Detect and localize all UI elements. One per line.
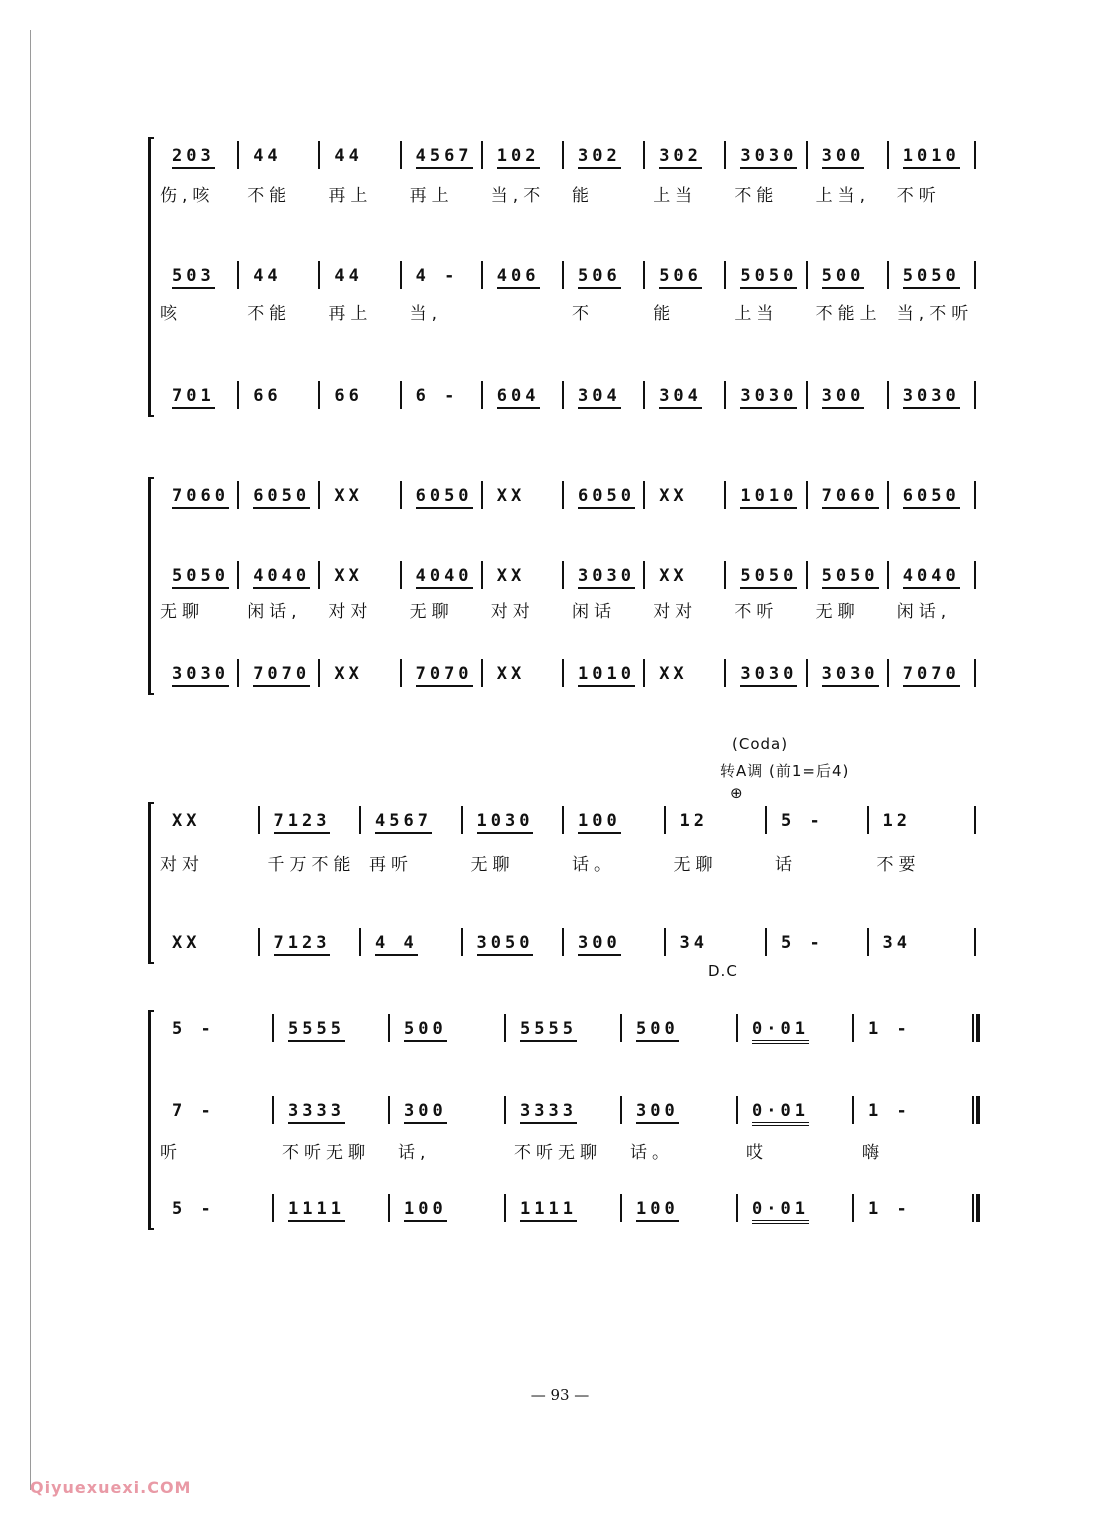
measure-notes: 102: [497, 145, 540, 169]
staff-row: [0, 565, 1110, 591]
barline: [887, 659, 889, 687]
lyric-syllable: 咳: [160, 304, 182, 324]
measure-notes: 1 -: [868, 1199, 911, 1219]
barline: [481, 659, 483, 687]
measure-notes: 3030: [740, 145, 797, 169]
measure-notes: 3333: [520, 1100, 577, 1124]
measure-notes: 6050: [416, 485, 473, 509]
barline: [481, 141, 483, 169]
barline: [318, 659, 320, 687]
measure-notes: 4567: [375, 810, 432, 834]
barline: [562, 659, 564, 687]
measure-notes: 100: [636, 1198, 679, 1222]
lyric-syllable: 不能: [734, 186, 779, 206]
barline: [806, 261, 808, 289]
barline: [736, 1194, 738, 1222]
barline: [806, 141, 808, 169]
watermark: Qiyuexuexi.COM: [30, 1478, 192, 1497]
measure-notes: 5 -: [781, 933, 824, 953]
measure-notes: 44: [334, 146, 363, 166]
barline: [806, 561, 808, 589]
barline: [974, 481, 976, 509]
barline: [765, 928, 767, 956]
measure-notes: 3030: [903, 385, 960, 409]
measure-notes: XX: [334, 566, 363, 586]
barline: [974, 381, 976, 409]
barline: [400, 141, 402, 169]
lyric-syllable: 闲话,: [896, 602, 952, 622]
measure-notes: 100: [578, 810, 621, 834]
measure-notes: 5555: [520, 1018, 577, 1042]
lyrics-row: [0, 185, 1110, 211]
coda-label: (Coda): [732, 735, 789, 753]
barline: [852, 1096, 854, 1124]
measure-notes: 406: [497, 265, 540, 289]
lyric-syllable: 再上: [328, 186, 373, 206]
staff-row: [0, 932, 1110, 958]
barline: [237, 561, 239, 589]
measure-notes: 1010: [740, 485, 797, 509]
lyric-syllable: 无聊: [409, 602, 454, 622]
measure-notes: 1111: [288, 1198, 345, 1222]
lyric-syllable: 不听无聊: [514, 1143, 602, 1163]
barline: [258, 806, 260, 834]
barline: [806, 481, 808, 509]
measure-notes: XX: [172, 811, 201, 831]
measure-notes: 3333: [288, 1100, 345, 1124]
barline: [765, 806, 767, 834]
barline: [481, 261, 483, 289]
measure-notes: 506: [659, 265, 702, 289]
measure-notes: 7123: [274, 810, 331, 834]
barline: [724, 481, 726, 509]
barline: [643, 381, 645, 409]
lyric-syllable: 闲话: [572, 602, 616, 622]
barline: [461, 806, 463, 834]
lyric-syllable: 再上: [409, 186, 454, 206]
barline: [504, 1194, 506, 1222]
barline: [237, 261, 239, 289]
measure-notes: XX: [659, 664, 688, 684]
measure-notes: 66: [253, 386, 282, 406]
measure-notes: 12: [882, 811, 911, 831]
measure-notes: XX: [496, 486, 526, 506]
coda-symbol-icon: ⊕: [730, 784, 743, 802]
barline: [806, 381, 808, 409]
barline: [400, 261, 402, 289]
measure-notes: 12: [679, 811, 708, 831]
barline: [237, 381, 239, 409]
barline: [504, 1014, 506, 1042]
measure-notes: 4040: [416, 565, 473, 589]
barline: [620, 1096, 622, 1124]
measure-notes: 3030: [578, 565, 635, 589]
lyric-syllable: 伤,咳: [160, 186, 215, 206]
barline: [806, 659, 808, 687]
measure-notes: 300: [822, 145, 865, 169]
lyric-syllable: 话: [775, 855, 797, 875]
lyrics-row: [0, 601, 1110, 627]
barline: [318, 481, 320, 509]
barline: [974, 806, 976, 834]
measure-notes: 44: [253, 266, 282, 286]
measure-notes: 66: [334, 386, 363, 406]
lyric-syllable: 话。: [630, 1143, 674, 1163]
barline: [620, 1014, 622, 1042]
measure-notes: 304: [659, 385, 702, 409]
measure-notes: 6 -: [415, 386, 459, 406]
lyric-syllable: 上当,: [815, 186, 870, 206]
measure-notes: 6050: [578, 485, 635, 509]
measure-notes: 304: [578, 385, 621, 409]
measure-notes: 44: [334, 266, 363, 286]
measure-notes: 5050: [740, 265, 797, 289]
lyric-syllable: 对对: [490, 602, 535, 622]
lyric-syllable: 对对: [328, 602, 373, 622]
final-barline: [972, 1194, 980, 1222]
barline: [620, 1194, 622, 1222]
lyric-syllable: 无聊: [470, 855, 515, 875]
lyric-syllable: 不听无聊: [282, 1143, 370, 1163]
barline: [272, 1096, 274, 1124]
lyric-syllable: 上当: [653, 186, 698, 206]
barline: [664, 928, 666, 956]
measure-notes: 302: [659, 145, 702, 169]
barline: [237, 141, 239, 169]
barline: [724, 141, 726, 169]
barline: [400, 659, 402, 687]
barline: [481, 481, 483, 509]
barline: [887, 561, 889, 589]
barline: [562, 806, 564, 834]
measure-notes: 5050: [903, 265, 960, 289]
staff-row: [0, 485, 1110, 511]
measure-notes: 7 -: [172, 1101, 215, 1121]
staff-row: [0, 1018, 1110, 1044]
measure-notes: XX: [659, 566, 688, 586]
measure-notes: XX: [659, 486, 688, 506]
barline: [400, 481, 402, 509]
measure-notes: XX: [496, 566, 526, 586]
barline: [852, 1014, 854, 1042]
lyric-syllable: 当,不: [490, 186, 546, 206]
measure-notes: 0·01: [752, 1018, 809, 1044]
lyric-syllable: 话,: [398, 1143, 431, 1163]
barline: [724, 659, 726, 687]
dc-label: D.C: [708, 962, 738, 980]
measure-notes: 5 -: [172, 1199, 215, 1219]
lyric-syllable: 能: [653, 304, 676, 324]
measure-notes: 1010: [578, 663, 635, 687]
lyrics-row: [0, 303, 1110, 329]
barline: [258, 928, 260, 956]
barline: [974, 141, 976, 169]
barline: [643, 561, 645, 589]
lyric-syllable: 无聊: [673, 855, 718, 875]
measure-notes: 7070: [416, 663, 473, 687]
barline: [400, 561, 402, 589]
key-change-label: 转A调 (前1=后4): [720, 762, 850, 780]
lyric-syllable: 听: [160, 1143, 182, 1163]
barline: [318, 141, 320, 169]
measure-notes: 1 -: [868, 1101, 911, 1121]
lyric-syllable: 不能上: [815, 304, 882, 324]
lyric-syllable: 能: [572, 186, 594, 206]
barline: [400, 381, 402, 409]
lyric-syllable: 当,: [409, 304, 442, 324]
barline: [562, 928, 564, 956]
measure-notes: 7060: [172, 485, 229, 509]
barline: [643, 141, 645, 169]
staff-row: [0, 265, 1110, 291]
measure-notes: 302: [578, 145, 621, 169]
measure-notes: XX: [334, 486, 363, 506]
lyric-syllable: 再上: [328, 304, 373, 324]
measure-notes: 300: [822, 385, 865, 409]
lyric-syllable: 不要: [876, 855, 921, 875]
barline: [388, 1014, 390, 1042]
measure-notes: 300: [578, 932, 621, 956]
lyric-syllable: 不: [572, 304, 594, 324]
barline: [736, 1014, 738, 1042]
lyric-syllable: 再听: [369, 855, 413, 875]
barline: [643, 481, 645, 509]
barline: [736, 1096, 738, 1124]
barline: [461, 928, 463, 956]
measure-notes: 7123: [274, 932, 331, 956]
measure-notes: 6050: [253, 485, 310, 509]
final-barline: [972, 1096, 980, 1124]
measure-notes: XX: [496, 664, 526, 684]
measure-notes: 5 -: [781, 811, 824, 831]
barline: [237, 481, 239, 509]
measure-notes: 1 -: [868, 1019, 911, 1039]
measure-notes: 34: [679, 933, 708, 953]
measure-notes: 604: [497, 385, 540, 409]
measure-notes: 300: [404, 1100, 447, 1124]
barline: [724, 381, 726, 409]
staff-row: [0, 1100, 1110, 1126]
barline: [237, 659, 239, 687]
measure-notes: 100: [404, 1198, 447, 1222]
measure-notes: 5050: [172, 565, 229, 589]
page-number: — 93 —: [530, 1386, 590, 1404]
barline: [974, 659, 976, 687]
measure-notes: 4040: [903, 565, 960, 589]
measure-notes: 0·01: [752, 1100, 809, 1126]
barline: [562, 381, 564, 409]
barline: [664, 806, 666, 834]
measure-notes: 0·01: [752, 1198, 809, 1224]
measure-notes: 500: [822, 265, 865, 289]
lyric-syllable: 话。: [572, 855, 616, 875]
lyric-syllable: 闲话,: [247, 602, 302, 622]
lyric-syllable: 哎: [746, 1143, 768, 1163]
measure-notes: 701: [172, 385, 215, 409]
final-barline: [972, 1014, 980, 1042]
barline: [318, 381, 320, 409]
barline: [481, 561, 483, 589]
measure-notes: 5050: [822, 565, 879, 589]
staff-row: [0, 810, 1110, 836]
measure-notes: 503: [172, 265, 215, 289]
lyric-syllable: 无聊: [160, 602, 204, 622]
barline: [272, 1014, 274, 1042]
barline: [852, 1194, 854, 1222]
measure-notes: XX: [334, 664, 363, 684]
barline: [887, 381, 889, 409]
measure-notes: 5555: [288, 1018, 345, 1042]
barline: [887, 261, 889, 289]
measure-notes: 3030: [740, 663, 797, 687]
barline: [318, 561, 320, 589]
barline: [562, 561, 564, 589]
barline: [359, 928, 361, 956]
measure-notes: 4 4: [375, 932, 418, 956]
measure-notes: 3050: [477, 932, 534, 956]
measure-notes: 1010: [903, 145, 960, 169]
barline: [562, 261, 564, 289]
barline: [643, 659, 645, 687]
measure-notes: 3030: [740, 385, 797, 409]
barline: [388, 1096, 390, 1124]
measure-notes: 3030: [172, 663, 229, 687]
measure-notes: 1111: [520, 1198, 577, 1222]
measure-notes: 4 -: [415, 266, 459, 286]
lyric-syllable: 嗨: [862, 1143, 884, 1163]
staff-row: [0, 663, 1110, 689]
staff-row: [0, 1198, 1110, 1224]
barline: [887, 481, 889, 509]
barline: [974, 928, 976, 956]
barline: [724, 561, 726, 589]
measure-notes: 3030: [822, 663, 879, 687]
barline: [643, 261, 645, 289]
barline: [974, 561, 976, 589]
measure-notes: 7070: [253, 663, 310, 687]
barline: [724, 261, 726, 289]
measure-notes: 506: [578, 265, 621, 289]
lyric-syllable: 上当: [734, 304, 779, 324]
measure-notes: 4040: [253, 565, 310, 589]
measure-notes: 4567: [416, 145, 473, 169]
measure-notes: 500: [636, 1018, 679, 1042]
barline: [272, 1194, 274, 1222]
lyrics-row: [0, 854, 1110, 880]
measure-notes: 1030: [477, 810, 534, 834]
lyric-syllable: 无聊: [815, 602, 860, 622]
barline: [887, 141, 889, 169]
measure-notes: 7060: [822, 485, 879, 509]
measure-notes: 5 -: [172, 1019, 215, 1039]
barline: [867, 806, 869, 834]
measure-notes: 5050: [740, 565, 797, 589]
lyric-syllable: 对对: [653, 602, 698, 622]
lyric-syllable: 不能: [247, 186, 292, 206]
barline: [867, 928, 869, 956]
measure-notes: 300: [636, 1100, 679, 1124]
barline: [504, 1096, 506, 1124]
measure-notes: 203: [172, 145, 215, 169]
measure-notes: 7070: [903, 663, 960, 687]
lyrics-row: [0, 1142, 1110, 1168]
measure-notes: XX: [172, 933, 201, 953]
barline: [974, 261, 976, 289]
barline: [562, 141, 564, 169]
lyric-syllable: 当,不听: [896, 304, 974, 324]
measure-notes: 34: [882, 933, 911, 953]
barline: [481, 381, 483, 409]
page-margin-line: [30, 30, 31, 1490]
lyric-syllable: 不听: [734, 602, 779, 622]
lyric-syllable: 不能: [247, 304, 292, 324]
measure-notes: 44: [253, 146, 282, 166]
lyric-syllable: 对对: [160, 855, 204, 875]
staff-row: [0, 145, 1110, 171]
measure-notes: 6050: [903, 485, 960, 509]
barline: [359, 806, 361, 834]
staff-row: [0, 385, 1110, 411]
barline: [562, 481, 564, 509]
lyric-syllable: 千万不能: [267, 855, 356, 875]
barline: [318, 261, 320, 289]
barline: [388, 1194, 390, 1222]
lyric-syllable: 不听: [896, 186, 941, 206]
measure-notes: 500: [404, 1018, 447, 1042]
